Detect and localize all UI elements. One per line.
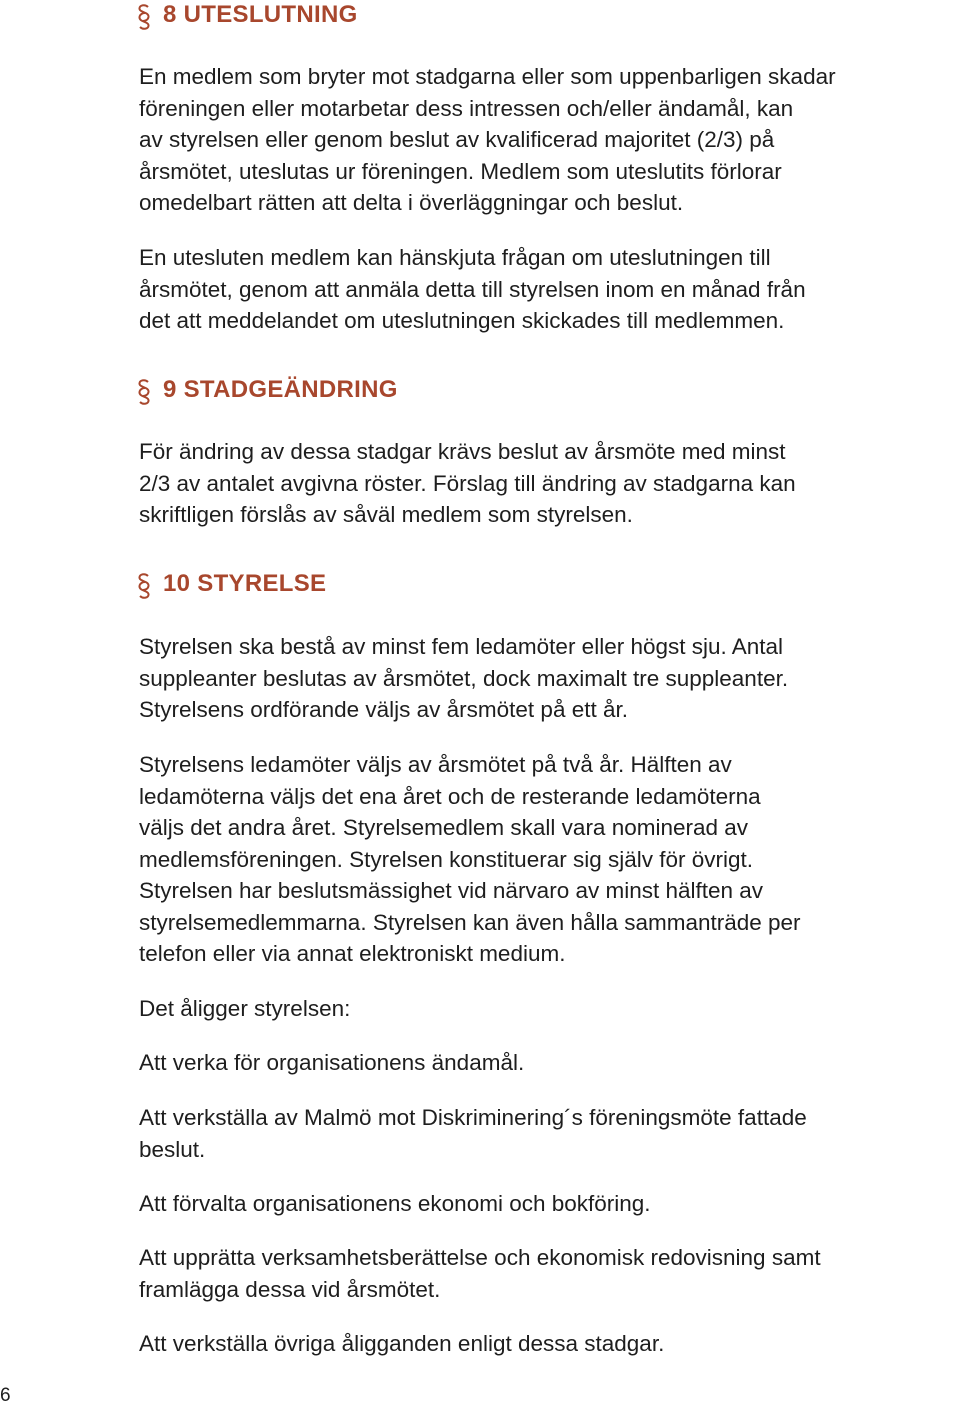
- text-line: För ändring av dessa stadgar krävs beslut av årsmöte med minst: [139, 439, 786, 464]
- paragraph: [139, 749, 801, 970]
- paragraph: [139, 1242, 821, 1305]
- paragraph: [139, 242, 806, 337]
- paragraph: [139, 631, 788, 726]
- section-sign-icon: [136, 4, 152, 30]
- paragraph: [139, 993, 350, 1025]
- paragraph: [139, 436, 796, 531]
- text-line: årsmötet, uteslutas ur föreningen. Medlem som uteslutits förlorar: [139, 158, 782, 184]
- section-title: 10 STYRELSE: [163, 570, 327, 597]
- section-title: 9 STADGEÄNDRING: [163, 376, 398, 403]
- text-line: styrelsemedlemmarna. Styrelsen kan även hålla sammanträde per: [139, 909, 801, 935]
- text-line: Att verkställa av Malmö mot Diskriminering´s föreningsmöte fattade: [139, 1105, 807, 1130]
- text-line: 2/3 av antalet avgivna röster. Förslag till ändring av stadgarna kan: [139, 470, 796, 496]
- paragraph: [139, 1102, 807, 1165]
- paragraph: [139, 1188, 651, 1220]
- text-line: Att verkställa övriga åligganden enligt dessa stadgar.: [139, 1331, 665, 1356]
- text-line: föreningen eller motarbetar dess intressen och/eller ändamål, kan: [139, 95, 794, 121]
- section-sign-icon: [136, 379, 152, 405]
- text-line: av styrelsen eller genom beslut av kvalificerad majoritet (2/3) på: [139, 127, 775, 152]
- paragraph: [139, 1047, 524, 1079]
- text-line: Att upprätta verksamhetsberättelse och ekonomisk redovisning samt: [139, 1245, 821, 1270]
- paragraph: [139, 61, 836, 219]
- text-line: Styrelsens ledamöter väljs av årsmötet på två år. Hälften av: [139, 752, 732, 777]
- text-line: framlägga dessa vid årsmötet.: [139, 1276, 441, 1302]
- text-line: skriftligen förslås av såväl medlem som styrelsen.: [139, 502, 633, 527]
- text-line: omedelbart rätten att delta i överläggningar och beslut.: [139, 190, 684, 215]
- text-line: Att verka för organisationens ändamål.: [139, 1050, 525, 1075]
- paragraph: [139, 1328, 664, 1360]
- text-line: telefon eller via annat elektroniskt medium.: [139, 941, 566, 966]
- text-line: Styrelsen ska bestå av minst fem ledamöter eller högst sju. Antal: [139, 634, 784, 659]
- section-title: 8 UTESLUTNING: [163, 1, 358, 28]
- section-sign-icon: [136, 573, 152, 599]
- text-line: medlemsföreningen. Styrelsen konstituerar sig själv för övrigt.: [139, 846, 754, 872]
- text-line: väljs det andra året. Styrelsemedlem skall vara nominerad av: [139, 815, 749, 840]
- text-line: Styrelsens ordförande väljs av årsmötet på ett år.: [139, 697, 628, 722]
- text-line: Styrelsen har beslutsmässighet vid närvaro av minst hälften av: [139, 878, 764, 903]
- page-number: 6: [0, 1385, 11, 1406]
- text-line: Det åligger styrelsen:: [139, 996, 351, 1021]
- text-line: suppleanter beslutas av årsmötet, dock maximalt tre suppleanter.: [139, 665, 789, 691]
- text-line: ledamöterna väljs det ena året och de resterande ledamöterna: [139, 783, 761, 809]
- text-line: beslut.: [139, 1136, 206, 1162]
- text-line: En medlem som bryter mot stadgarna eller som uppenbarligen skadar: [139, 64, 836, 89]
- text-line: En utesluten medlem kan hänskjuta frågan om uteslutningen till: [139, 245, 771, 270]
- text-line: årsmötet, genom att anmäla detta till styrelsen inom en månad från: [139, 276, 806, 302]
- text-line: Att förvalta organisationens ekonomi och bokföring.: [139, 1191, 651, 1216]
- text-line: det att meddelandet om uteslutningen skickades till medlemmen.: [139, 308, 785, 333]
